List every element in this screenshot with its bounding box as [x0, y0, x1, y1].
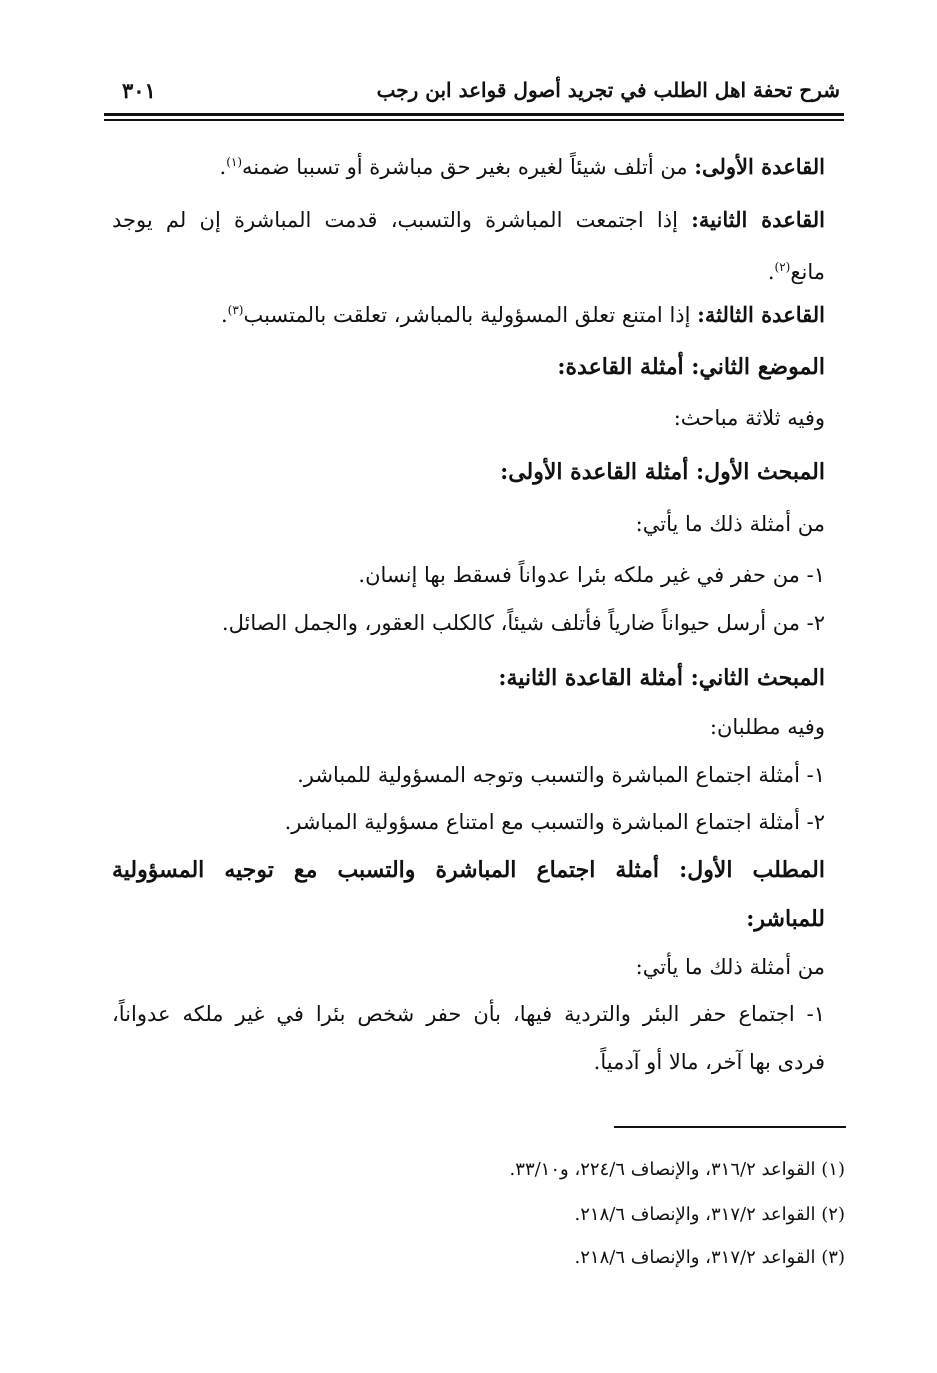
rule-three-text: إذا امتنع تعلق المسؤولية بالمباشر، تعلقت بالمتسبب [243, 303, 698, 327]
list-item-1: ١- من حفر في غير ملكه بئرا عدواناً فسقط بها إنسان. [358, 563, 825, 587]
footnote-2: (٢) القواعد ٣١٧/٢، والإنصاف ٢١٨/٦. [574, 1204, 845, 1225]
rule-three-line: القاعدة الثالثة: إذا امتنع تعلق المسؤولية بالمباشر، تعلقت بالمتسبب$^{(٣)}$. [220, 302, 825, 327]
subsection-heading-second: المبحث الثاني: أمثلة القاعدة الثانية: [498, 665, 825, 691]
rule-two-text: إذا اجتمعت المباشرة والتسبب، قدمت المباشرة إن لم يوجد [112, 208, 692, 232]
example-paragraph-continuation: فردى بها آخر، مالا أو آدمياً. [593, 1050, 825, 1074]
header-title: شرح تحفة اهل الطلب في تجريد أصول قواعد ابن رجب [376, 78, 840, 102]
rule-one-text: من أتلف شيئاً لغيره بغير حق مباشرة أو تسببا ضمنه [242, 155, 695, 179]
topic-heading-first: المطلب الأول: أمثلة اجتماع المباشرة والتسبب مع توجيه المسؤولية [112, 857, 825, 883]
topic-heading-first-continuation: للمباشر: [746, 906, 825, 932]
header-rule-thin [104, 119, 844, 121]
footnote-ref-3: (٣) [227, 303, 244, 317]
rule-three-label: القاعدة الثالثة: [697, 302, 825, 327]
rule-one-label: القاعدة الأولى: [694, 154, 825, 179]
footnote-3: (٣) القواعد ٣١٧/٢، والإنصاف ٢١٨/٦. [574, 1247, 845, 1268]
rule-two-line [112, 203, 825, 237]
list-item-topic-1: ١- أمثلة اجتماع المباشرة والتسبب وتوجه المسؤولية للمباشر. [297, 763, 825, 787]
paragraph-two-topics: وفيه مطلبان: [709, 715, 825, 739]
example-paragraph: ١- اجتماع حفر البئر والتردية فيها، بأن حفر شخص بئرا في غير ملكه عدواناً، [112, 1002, 825, 1026]
header-rule-thick [104, 113, 844, 116]
footnote-ref-1: (١) [226, 155, 243, 169]
rule-two-continuation: مانع$^{(٢)}$. [767, 260, 825, 284]
section-heading-examples: الموضع الثاني: أمثلة القاعدة: [557, 354, 825, 380]
rule-one-line: القاعدة الأولى: من أتلف شيئاً لغيره بغير حق مباشرة أو تسببا ضمنه$^{(١)}$. [219, 154, 825, 179]
footnote-ref-2: (٢) [774, 260, 791, 274]
page-number: ٣٠١ [122, 78, 156, 103]
list-item-topic-2: ٢- أمثلة اجتماع المباشرة والتسبب مع امتناع مسؤولية المباشر. [284, 810, 825, 834]
rule-two-label: القاعدة الثانية: [691, 207, 825, 232]
paragraph-intro: وفيه ثلاثة مباحث: [673, 406, 825, 430]
footnote-1: (١) القواعد ٣١٦/٢، والإنصاف ٢٢٤/٦، و٣٣/١٠. [509, 1159, 845, 1180]
subsection-heading-first: المبحث الأول: أمثلة القاعدة الأولى: [500, 459, 825, 485]
list-item-2: ٢- من أرسل حيواناً ضارياً فأتلف شيئاً، كالكلب العقور، والجمل الصائل. [221, 611, 825, 635]
paragraph-examples-intro-2: من أمثلة ذلك ما يأتي: [635, 955, 825, 979]
paragraph-examples-intro: من أمثلة ذلك ما يأتي: [635, 512, 825, 536]
footnote-separator [614, 1126, 846, 1128]
running-header [112, 78, 840, 108]
